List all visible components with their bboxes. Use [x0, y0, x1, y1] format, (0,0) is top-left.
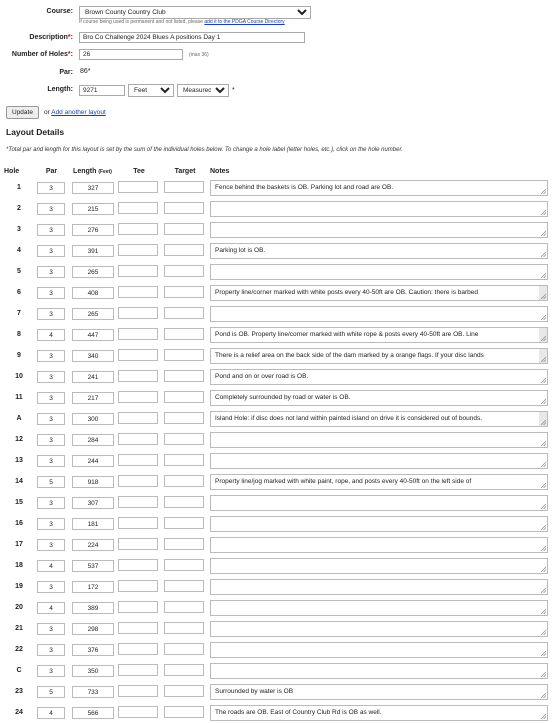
notes-textarea[interactable] [210, 222, 548, 238]
target-input[interactable] [164, 622, 204, 634]
target-input[interactable] [164, 454, 204, 466]
par-input[interactable]: 4 [37, 329, 65, 341]
par-input[interactable]: 3 [37, 224, 65, 236]
resize-handle-icon[interactable] [540, 671, 546, 677]
resize-handle-icon[interactable] [540, 545, 546, 551]
notes-textarea[interactable] [210, 201, 548, 217]
par-input[interactable]: 5 [37, 686, 65, 698]
resize-handle-icon[interactable] [540, 398, 546, 404]
notes-textarea[interactable] [210, 474, 548, 490]
layout-details-heading: Layout Details [6, 127, 65, 137]
length-cell-input[interactable]: 391 [72, 245, 114, 257]
resize-handle-icon[interactable] [540, 230, 546, 236]
hole-number-link[interactable]: 12 [15, 436, 23, 443]
notes-column-header: Notes [210, 167, 230, 175]
notes-textarea[interactable] [210, 495, 548, 511]
notes-text: Surrounded by water is OB [215, 687, 294, 695]
notes-textarea[interactable] [210, 306, 548, 322]
resize-handle-icon[interactable] [540, 566, 546, 572]
target-input[interactable] [164, 412, 204, 424]
target-input[interactable] [164, 580, 204, 592]
resize-handle-icon[interactable] [540, 188, 546, 194]
table-row [4, 597, 548, 618]
table-row [4, 366, 548, 387]
length-cell-input[interactable]: 215 [72, 203, 114, 215]
target-input[interactable] [164, 559, 204, 571]
length-cell-input[interactable]: 276 [72, 224, 114, 236]
resize-handle-icon[interactable] [540, 503, 546, 509]
notes-textarea[interactable] [210, 180, 548, 196]
par-input[interactable]: 3 [37, 392, 65, 404]
hole-number-link[interactable]: 16 [15, 520, 23, 527]
hole-number-link[interactable]: 8 [17, 331, 21, 338]
resize-handle-icon[interactable] [540, 272, 546, 278]
resize-handle-icon[interactable] [540, 314, 546, 320]
course-row [0, 6, 560, 25]
length-cell-input[interactable]: 376 [72, 644, 114, 656]
par-label: Par: [59, 69, 73, 76]
resize-handle-icon[interactable] [540, 524, 546, 530]
par-input[interactable]: 3 [37, 203, 65, 215]
target-input[interactable] [164, 265, 204, 277]
hole-number-link[interactable]: 13 [15, 457, 23, 464]
target-input[interactable] [164, 685, 204, 697]
table-row [4, 702, 548, 723]
par-input[interactable]: 3 [37, 350, 65, 362]
target-input[interactable] [164, 328, 204, 340]
par-input[interactable]: 3 [37, 434, 65, 446]
length-cell-input[interactable]: 340 [72, 350, 114, 362]
tee-input[interactable] [118, 223, 158, 235]
notes-textarea[interactable] [210, 327, 548, 343]
notes-textarea[interactable] [210, 348, 548, 364]
par-input[interactable]: 4 [37, 560, 65, 572]
target-input[interactable] [164, 181, 204, 193]
required-marker: * [67, 51, 71, 58]
par-input[interactable]: 3 [37, 182, 65, 194]
hole-number-link[interactable]: 14 [15, 478, 23, 485]
notes-textarea[interactable] [210, 558, 548, 574]
table-row [4, 681, 548, 702]
length-unit-text: (Feet) [98, 168, 112, 175]
resize-handle-icon[interactable] [540, 461, 546, 467]
course-select[interactable] [79, 6, 311, 19]
add-layout-row [44, 109, 106, 116]
target-input[interactable] [164, 286, 204, 298]
holes-row [0, 49, 560, 62]
resize-handle-icon[interactable] [540, 650, 546, 656]
par-input[interactable]: 3 [37, 413, 65, 425]
notes-text: Pond and on or over road is OB. [215, 372, 309, 380]
table-row [4, 198, 548, 219]
hole-number-link[interactable]: 23 [15, 688, 23, 695]
resize-handle-icon[interactable] [540, 293, 546, 299]
resize-handle-icon[interactable] [540, 377, 546, 383]
par-input[interactable]: 3 [37, 266, 65, 278]
resize-handle-icon[interactable] [540, 419, 546, 425]
resize-handle-icon[interactable] [540, 587, 546, 593]
units-select[interactable] [128, 84, 174, 97]
resize-handle-icon[interactable] [540, 209, 546, 215]
notes-textarea[interactable] [210, 369, 548, 385]
notes-textarea[interactable] [210, 453, 548, 469]
hole-number-link[interactable]: 11 [15, 394, 23, 401]
par-input[interactable]: 4 [37, 602, 65, 614]
target-input[interactable] [164, 349, 204, 361]
par-input[interactable]: 3 [37, 581, 65, 593]
tee-input[interactable] [118, 538, 158, 550]
length-cell-input[interactable]: 172 [72, 581, 114, 593]
course-directory-link[interactable]: add it to the PDGA Course Directory [204, 19, 285, 25]
notes-textarea[interactable] [210, 600, 548, 616]
target-input[interactable] [164, 538, 204, 550]
resize-handle-icon[interactable] [540, 440, 546, 446]
tee-input[interactable] [118, 328, 158, 340]
table-row [4, 303, 548, 324]
length-cell-input[interactable]: 224 [72, 539, 114, 551]
target-input[interactable] [164, 370, 204, 382]
hole-number-link[interactable]: 3 [17, 226, 21, 233]
par-input[interactable]: 3 [37, 644, 65, 656]
table-row [4, 240, 548, 261]
length-cell-input[interactable]: 181 [72, 518, 114, 530]
notes-text: Property line/corner marked with white posts every 40-50ft are OB. Caution: there is barbed [215, 288, 479, 296]
length-column-header [69, 165, 116, 177]
notes-text: Property line/jog marked with white paint, rope, and posts every 40-50ft on the left side of [215, 477, 472, 485]
par-input[interactable]: 3 [37, 497, 65, 509]
course-hint [79, 19, 311, 25]
holes-hint: (max 36) [188, 52, 209, 58]
length-label: Length: [47, 86, 73, 93]
tee-input[interactable] [118, 664, 158, 676]
hole-number-link[interactable]: 4 [17, 247, 21, 254]
target-input[interactable] [164, 244, 204, 256]
course-label: Course: [46, 8, 73, 15]
par-input[interactable]: 3 [37, 287, 65, 299]
hole-number-link[interactable]: 15 [15, 499, 23, 506]
notes-textarea[interactable] [210, 243, 548, 259]
table-row [4, 345, 548, 366]
target-input[interactable] [164, 223, 204, 235]
tee-input[interactable] [118, 454, 158, 466]
hole-number-link[interactable]: 20 [15, 604, 23, 611]
course-hint-text: If course being used is permanent and not listed, please [79, 19, 203, 25]
par-input[interactable]: 3 [37, 245, 65, 257]
notes-text: Fence behind the baskets is OB. Parking lot and road are OB. [215, 183, 394, 191]
target-input[interactable] [164, 664, 204, 676]
notes-text: There is a relief area on the back side of the dam marked by a orange flags. If your disc lands [215, 351, 484, 359]
par-input[interactable]: 3 [37, 371, 65, 383]
description-label-text: Description [29, 34, 68, 41]
hole-number-link[interactable]: C [16, 667, 22, 674]
target-input[interactable] [164, 517, 204, 529]
notes-text: Island Hole: if disc does not land within painted island on drive it is considered out of bounds. [215, 414, 483, 422]
holes-input[interactable] [79, 49, 183, 60]
hole-number-link[interactable]: 9 [17, 352, 21, 359]
target-input[interactable] [164, 433, 204, 445]
length-cell-input[interactable]: 389 [72, 602, 114, 614]
table-row [4, 576, 548, 597]
length-cell-input[interactable]: 300 [72, 413, 114, 425]
hole-number-link[interactable]: 7 [17, 310, 21, 317]
tee-input[interactable] [118, 181, 158, 193]
target-input[interactable] [164, 202, 204, 214]
notes-textarea[interactable] [210, 621, 548, 637]
resize-handle-icon[interactable] [540, 629, 546, 635]
tee-input[interactable] [118, 601, 158, 613]
hole-number-link[interactable]: A [16, 415, 22, 422]
length-cell-input[interactable]: 307 [72, 497, 114, 509]
resize-handle-icon[interactable] [540, 356, 546, 362]
hole-column-header: Hole [4, 167, 20, 175]
hole-number-link[interactable]: 24 [15, 709, 23, 716]
resize-handle-icon[interactable] [540, 482, 546, 488]
table-row [4, 492, 548, 513]
table-row [4, 555, 548, 576]
target-input[interactable] [164, 391, 204, 403]
length-cell-input[interactable]: 265 [72, 308, 114, 320]
table-row [4, 429, 548, 450]
tee-input[interactable] [118, 496, 158, 508]
tee-input[interactable] [118, 559, 158, 571]
tee-input[interactable] [118, 202, 158, 214]
par-input[interactable]: 3 [37, 308, 65, 320]
table-row [4, 639, 548, 660]
table-row [4, 513, 548, 534]
length-cell-input[interactable]: 566 [72, 707, 114, 719]
target-input[interactable] [164, 601, 204, 613]
resize-handle-icon[interactable] [540, 251, 546, 257]
holes-table [4, 165, 548, 723]
notes-text: Parking lot is OB. [215, 246, 266, 254]
tee-input[interactable] [118, 517, 158, 529]
notes-textarea[interactable] [210, 663, 548, 679]
tee-input[interactable] [118, 391, 158, 403]
notes-textarea[interactable] [210, 579, 548, 595]
tee-input[interactable] [118, 433, 158, 445]
notes-textarea[interactable] [210, 705, 548, 721]
table-row [4, 534, 548, 555]
layout-note: *Total par and length for this layout is set by the sum of the individual holes below. To change a hole label (letter holes, etc.), click on the hole number. [6, 147, 403, 153]
tee-input[interactable] [118, 475, 158, 487]
notes-textarea[interactable] [210, 537, 548, 553]
notes-textarea[interactable] [210, 264, 548, 280]
table-row [4, 660, 548, 681]
par-input[interactable]: 4 [37, 707, 65, 719]
length-cell-input[interactable]: 537 [72, 560, 114, 572]
tee-input[interactable] [118, 580, 158, 592]
length-input[interactable] [79, 85, 125, 96]
hole-number-link[interactable]: 18 [15, 562, 23, 569]
par-input[interactable]: 5 [37, 476, 65, 488]
description-input[interactable] [79, 32, 305, 43]
par-row [0, 67, 560, 80]
table-header-row [4, 165, 548, 177]
notes-text: The roads are OB. East of Country Club Rd is OB as well. [215, 708, 382, 716]
hole-number-link[interactable]: 21 [15, 625, 23, 632]
length-cell-input[interactable]: 244 [72, 455, 114, 467]
table-row [4, 387, 548, 408]
par-value: 86* [80, 68, 91, 75]
tee-input[interactable] [118, 685, 158, 697]
length-cell-input[interactable]: 217 [72, 392, 114, 404]
target-input[interactable] [164, 475, 204, 487]
hole-number-link[interactable]: 2 [17, 205, 21, 212]
length-cell-input[interactable]: 265 [72, 266, 114, 278]
description-label: Description*: [29, 34, 73, 41]
length-cell-input[interactable]: 327 [72, 182, 114, 194]
length-cell-input[interactable]: 284 [72, 434, 114, 446]
notes-textarea[interactable] [210, 411, 548, 427]
length-column-text: Length [73, 167, 97, 175]
hole-number-link[interactable]: 19 [15, 583, 23, 590]
table-row [4, 450, 548, 471]
notes-text: Completely surrounded by road or water is OB. [215, 393, 351, 401]
hole-number-link[interactable]: 6 [17, 289, 21, 296]
par-column-header: Par [45, 167, 58, 175]
notes-textarea[interactable] [210, 516, 548, 532]
length-cell-input[interactable]: 918 [72, 476, 114, 488]
length-row [0, 84, 560, 97]
or-text: or [44, 109, 50, 116]
par-input[interactable]: 3 [37, 539, 65, 551]
notes-textarea[interactable] [210, 390, 548, 406]
holes-label-text: Number of Holes [11, 51, 68, 58]
notes-textarea[interactable] [210, 642, 548, 658]
length-cell-input[interactable]: 298 [72, 623, 114, 635]
tee-input[interactable] [118, 307, 158, 319]
resize-handle-icon[interactable] [540, 608, 546, 614]
table-row [4, 408, 548, 429]
table-row [4, 177, 548, 198]
target-input[interactable] [164, 307, 204, 319]
hole-number-link[interactable]: 10 [15, 373, 23, 380]
tee-input[interactable] [118, 244, 158, 256]
par-input[interactable]: 3 [37, 623, 65, 635]
table-row [4, 219, 548, 240]
required-marker: * [67, 34, 71, 41]
par-input[interactable]: 3 [37, 518, 65, 530]
target-column-header: Target [174, 167, 196, 175]
table-row [4, 261, 548, 282]
hole-number-link[interactable]: 1 [17, 184, 21, 191]
notes-textarea[interactable] [210, 684, 548, 700]
length-asterisk: * [232, 87, 235, 94]
add-layout-link[interactable]: Add another layout [51, 109, 106, 116]
table-row [4, 282, 548, 303]
hole-number-link[interactable]: 5 [17, 268, 21, 275]
length-cell-input[interactable]: 408 [72, 287, 114, 299]
resize-handle-icon[interactable] [540, 335, 546, 341]
hole-number-link[interactable]: 22 [15, 646, 23, 653]
tee-input[interactable] [118, 412, 158, 424]
tee-input[interactable] [118, 349, 158, 361]
tee-input[interactable] [118, 370, 158, 382]
resize-handle-icon[interactable] [540, 713, 546, 719]
resize-handle-icon[interactable] [540, 692, 546, 698]
update-button[interactable]: Update [6, 106, 39, 119]
holes-label: Number of Holes*: [11, 51, 73, 58]
tee-input[interactable] [118, 643, 158, 655]
tee-input[interactable] [118, 265, 158, 277]
notes-text: Pond is OB. Property line/corner marked with white rope & posts every 40-50ft are OB. Line [215, 330, 479, 338]
table-row [4, 324, 548, 345]
notes-textarea[interactable] [210, 432, 548, 448]
hole-number-link[interactable]: 17 [15, 541, 23, 548]
par-input[interactable]: 3 [37, 455, 65, 467]
length-cell-input[interactable]: 447 [72, 329, 114, 341]
target-input[interactable] [164, 496, 204, 508]
tee-input[interactable] [118, 622, 158, 634]
tee-input[interactable] [118, 286, 158, 298]
method-select[interactable] [177, 84, 229, 97]
length-cell-input[interactable]: 733 [72, 686, 114, 698]
par-input[interactable]: 3 [37, 665, 65, 677]
target-input[interactable] [164, 643, 204, 655]
tee-column-header: Tee [133, 167, 145, 175]
description-row [0, 32, 560, 45]
length-cell-input[interactable]: 241 [72, 371, 114, 383]
notes-textarea[interactable] [210, 285, 548, 301]
length-cell-input[interactable]: 350 [72, 665, 114, 677]
table-row [4, 618, 548, 639]
table-row [4, 471, 548, 492]
